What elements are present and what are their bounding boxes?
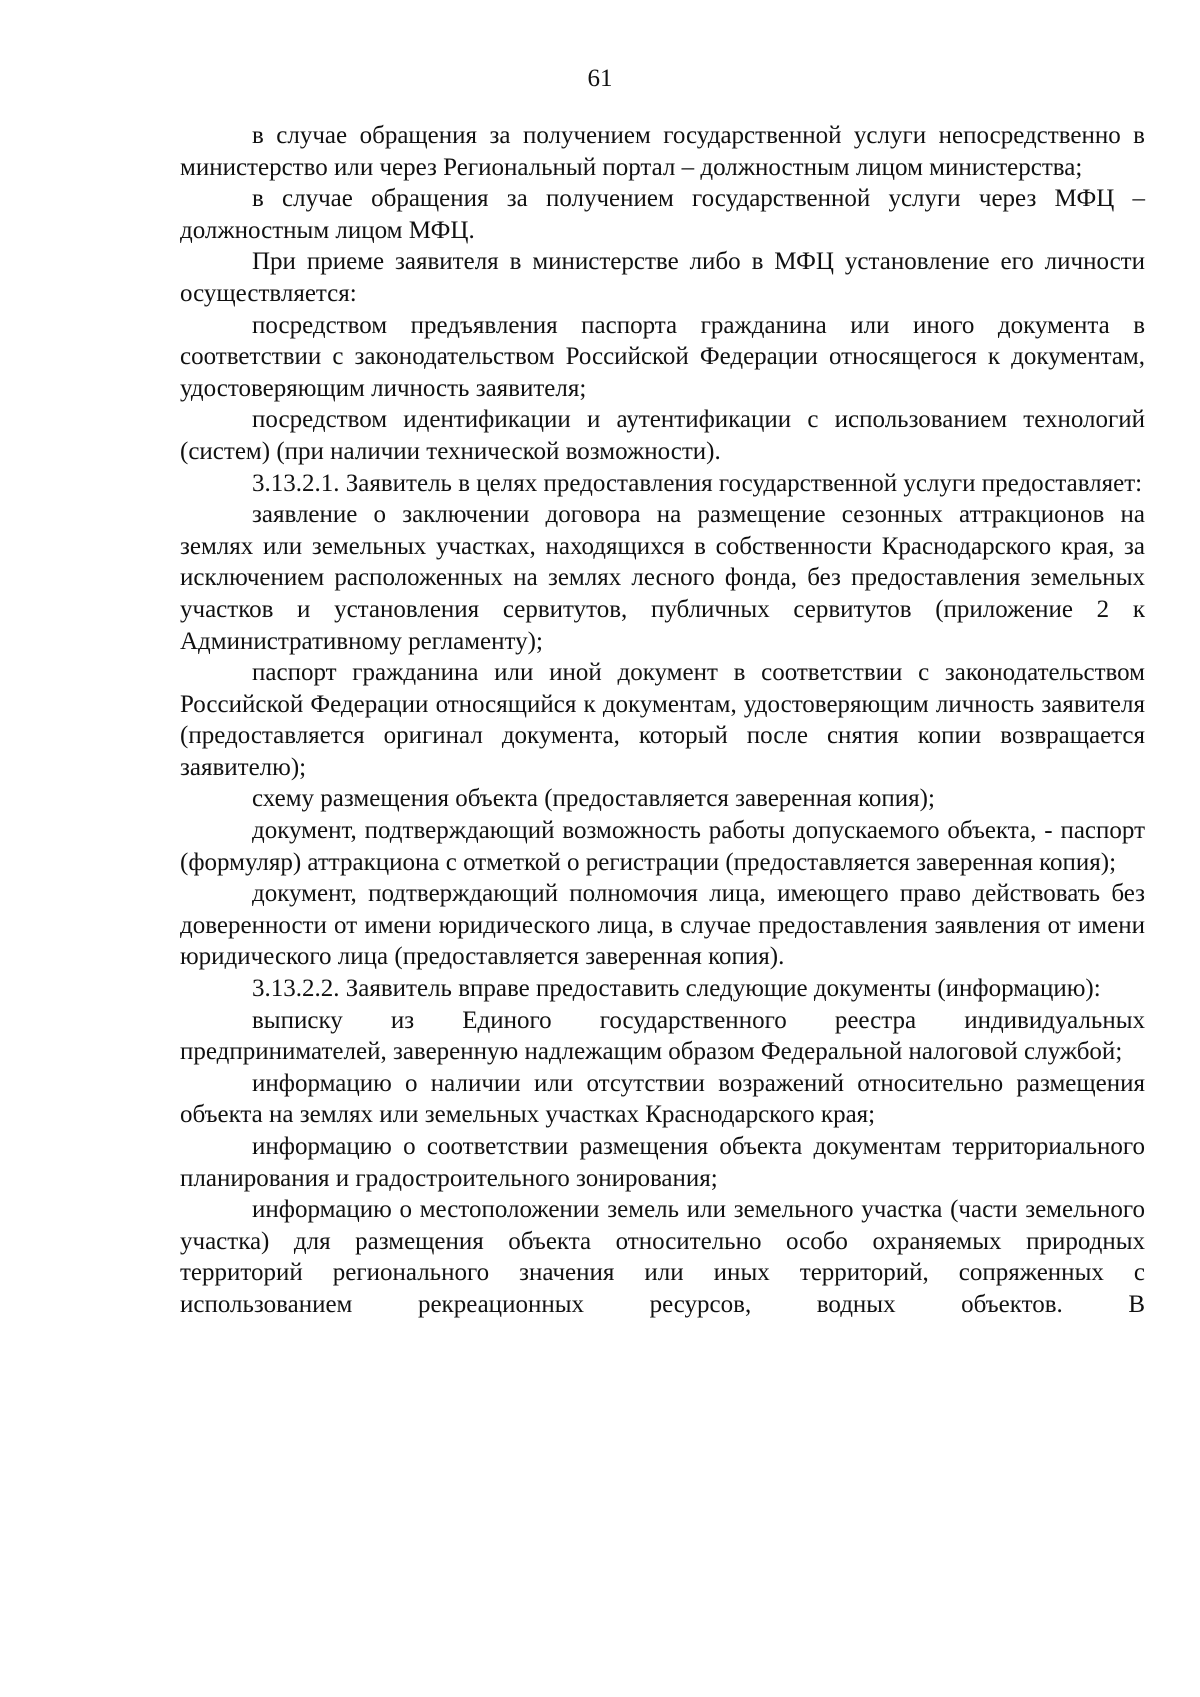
document-body bbox=[180, 120, 1145, 1321]
paragraph: документ, подтверждающий полномочия лица, имеющего право действовать без доверенности от имени юридического лица, в случае предоставления заявления от имени юридического лица (предоставляется заверенная копия). bbox=[180, 880, 1145, 971]
paragraph: информацию о местоположении земель или земельного участка (части земельного участка) для размещения объекта относительно особо охраняемых природных территорий регионального значения или иных территорий, сопряженных с использованием рекреационных ресурсов, водных объектов. В bbox=[180, 1196, 1145, 1318]
paragraph: заявление о заключении договора на размещение сезонных аттракционов на землях или земельных участках, находящихся в собственности Краснодарского края, за исключением расположенных на землях лесного фонда, без предоставления земельных участков и установления сервитутов, публичных сервитутов (приложение 2 к Административному регламенту); bbox=[180, 501, 1145, 655]
paragraph: в случае обращения за получением государственной услуги через МФЦ – должностным лицом МФЦ. bbox=[180, 185, 1145, 244]
paragraph: посредством идентификации и аутентификации с использованием технологий (систем) (при наличии технической возможности). bbox=[180, 406, 1145, 465]
paragraph: посредством предъявления паспорта гражданина или иного документа в соответствии с законодательством Российской Федерации относящегося к документам, удостоверяющим личность заявителя; bbox=[180, 311, 1145, 402]
paragraph: информацию о наличии или отсутствии возражений относительно размещения объекта на землях или земельных участках Краснодарского края; bbox=[180, 1069, 1145, 1129]
paragraph: При приеме заявителя в министерстве либо в МФЦ установление его личности осуществляется: bbox=[180, 248, 1145, 307]
paragraph: выписку из Единого государственного реестра индивидуальных предпринимателей, заверенную надлежащим образом Федеральной налоговой службой; bbox=[180, 1006, 1145, 1066]
paragraph: 3.13.2.2. Заявитель вправе предоставить следующие документы (информацию): bbox=[252, 975, 1101, 1003]
paragraph: в случае обращения за получением государственной услуги непосредственно в министерство или через Региональный портал – должностным лицом министерства; bbox=[180, 122, 1145, 181]
paragraph: документ, подтверждающий возможность работы допускаемого объекта, - паспорт (формуляр) аттракциона с отметкой о регистрации (предоставляется заверенная копия); bbox=[180, 817, 1145, 876]
page-number: 61 bbox=[587, 65, 613, 92]
paragraph: схему размещения объекта (предоставляется заверенная копия); bbox=[252, 785, 935, 813]
paragraph: паспорт гражданина или иной документ в соответствии с законодательством Российской Федерации относящийся к документам, удостоверяющим личность заявителя (предоставляется оригинал документа, который после снятия копии возвращается заявителю); bbox=[180, 659, 1145, 781]
paragraph: информацию о соответствии размещения объекта документам территориального планирования и градостроительного зонирования; bbox=[180, 1133, 1145, 1192]
paragraph: 3.13.2.1. Заявитель в целях предоставления государственной услуги предоставляет: bbox=[252, 469, 1143, 497]
